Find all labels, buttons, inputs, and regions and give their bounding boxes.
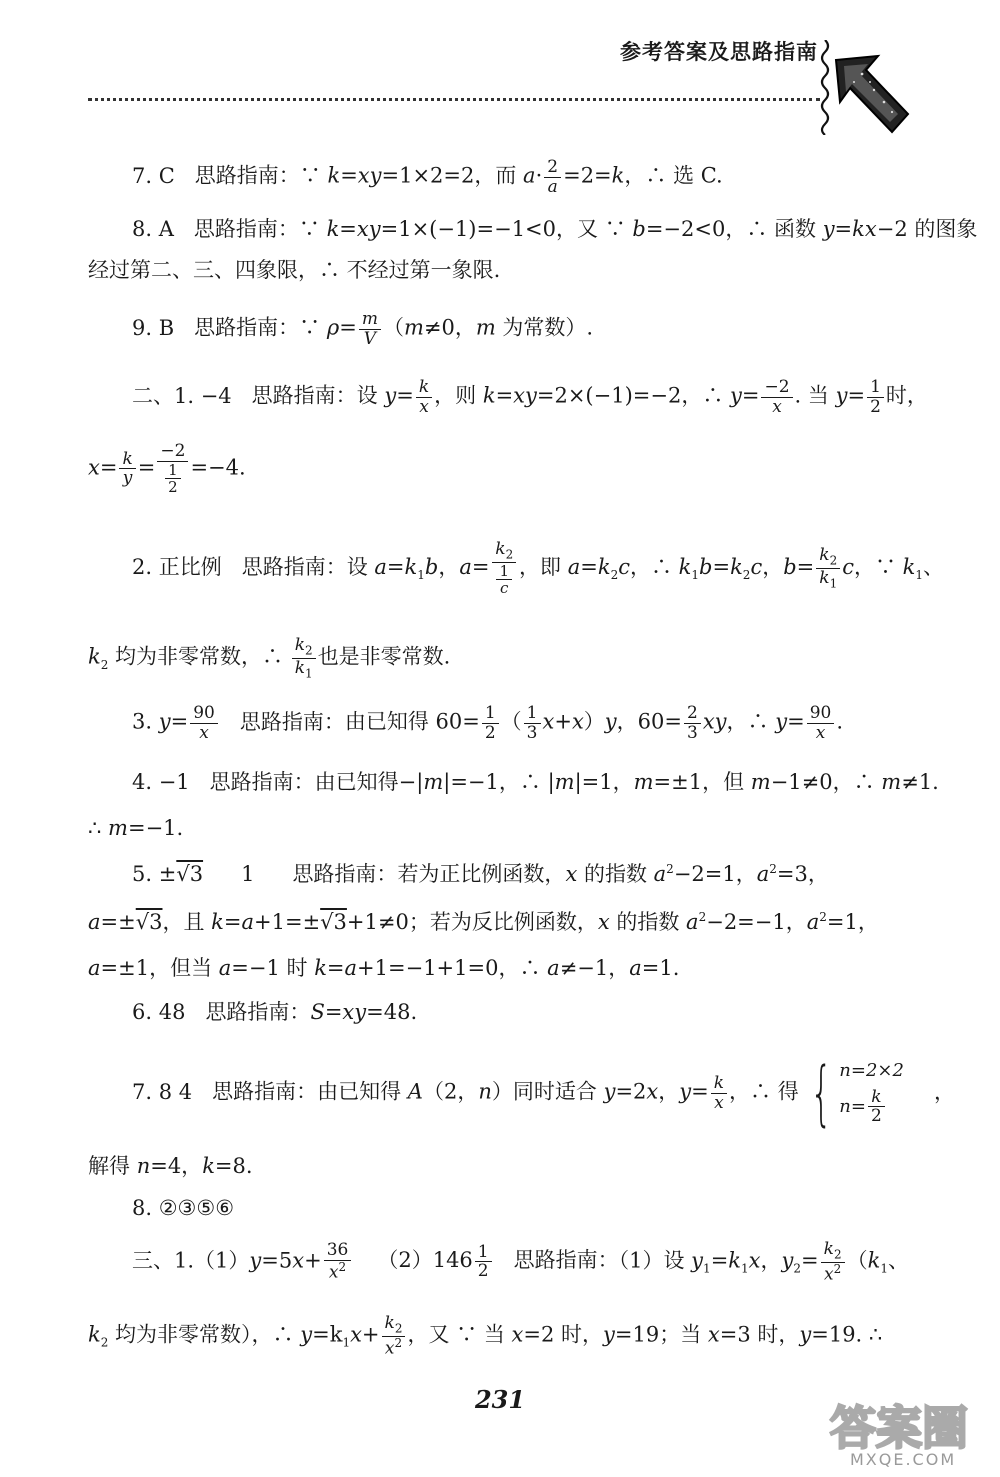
header-divider (88, 98, 820, 101)
fraction: $\frac{2}{a}$ (544, 158, 561, 196)
arrow-icon (832, 52, 912, 138)
answer-line-7: 2. 正比例 思路指南：设 $a=k_1b$，a= $\frac{k_2}{\frac{1}{c}}$ ，即 $a=k_2c$，∴ $k_1b=k_2c$，b= $\frac{k_2}{k_1}$ c，∵ $k_1$、 (132, 539, 945, 598)
page-number: 231 (474, 1385, 526, 1414)
brace-icon: { (809, 1052, 833, 1134)
answer-line-8: $k_2$ 均为非零常数，∴ $\frac{k_2}{k_1}$ 也是非零常数. (88, 635, 451, 680)
answer-line-5: 二、1. −4 思路指南：设 y= $\frac{k}{x}$ ，则 k=xy=2×(−1)=−2，∴ y= $\frac{-2}{x}$ . 当 y= $\frac{1}{2}$ 时， (132, 377, 928, 417)
answer-line-9: 3. y= $\frac{90}{x}$ 思路指南：由已知得 60= $\frac{1}{2}$ （ $\frac{1}{3}$ x+x）y，60= $\frac{2}{3}$ xy，∴ y= $\frac{90}{x}$ . (132, 703, 844, 743)
answer-line-19: 三、1.（1）y=5x+ $\frac{36}{x^2}$ （2）146 $\frac{1}{2}$ 思路指南：（1）设 $y_1=k_1x$，$y_2=$ $\frac{k_2}{x^2}$ （$k_1$、 (132, 1239, 909, 1285)
answer-line-6: x= $\frac{k}{y}$ = $\frac{-2}{\frac{1}{2}}$ =−4. (88, 441, 246, 497)
answer-line-14: a=±1，但当 a=−1 时 k=a+1=−1+1=0，∴ a≠−1，a=1. (88, 956, 680, 980)
answer-line-2: 8. A 思路指南：∵ k=xy=1×(−1)=−1<0，又 ∵ b=−2<0，∴ 函数 y=kx−2 的图象 (132, 217, 978, 241)
answer-line-1: 7. C 思路指南：∵ k=xy=1×2=2，而 a· $\frac{2}{a}$ =2=k，∴ 选 C. (132, 157, 723, 197)
answer-line-10: 4. −1 思路指南：由已知得−|m|=−1，∴ |m|=1，m=±1，但 m−1≠0，∴ m≠1. (132, 770, 939, 794)
watermark-url: MXQE.COM (850, 1450, 957, 1469)
equation-system: { n=2×2 n= $\frac{k}{2}$ (809, 1052, 904, 1134)
answer-line-12: 5. ±√3 1 思路指南：若为正比例函数，x 的指数 $a^2-2=1$，$a^2=3$， (132, 862, 829, 886)
answer-line-20: $k_2$ 均为非零常数），∴ $y=k_1x+$ $\frac{k_2}{x^2}$ ，又 ∵ 当 x=2 时，y=19；当 x=3 时，y=19. ∴ (88, 1313, 883, 1359)
answer-line-13: a=±√3，且 k=a+1=±√3+1≠0；若为反比例函数，x 的指数 $a^2-2=-1$，$a^2=1$， (88, 910, 879, 934)
answer-line-4: 9. B 思路指南：∵ ρ= $\frac{m}{V}$ （m≠0，m 为常数）. (132, 309, 594, 349)
answer-line-16: 7. 8 4 思路指南：由已知得 A（2，n）同时适合 y=2x，y= $\frac{k}{x}$ ，∴ 得 { n=2×2 n= $\frac{k}{2}$ ， (132, 1052, 955, 1134)
answer-line-15: 6. 48 思路指南：S=xy=48. (132, 1000, 418, 1024)
answer-line-17: 解得 n=4，k=8. (88, 1154, 253, 1178)
fraction: $\frac{m}{V}$ (359, 310, 381, 348)
answer-line-3: 经过第二、三、四象限，∴ 不经过第一象限. (88, 258, 501, 282)
wavy-line-decoration (818, 40, 832, 135)
answer-line-18: 8. ②③⑤⑥ (132, 1196, 235, 1220)
answer-line-11: ∴ m=−1. (88, 816, 184, 840)
watermark-logo-text: 答案圈 (830, 1401, 968, 1455)
header-title: 参考答案及思路指南 (620, 40, 818, 64)
